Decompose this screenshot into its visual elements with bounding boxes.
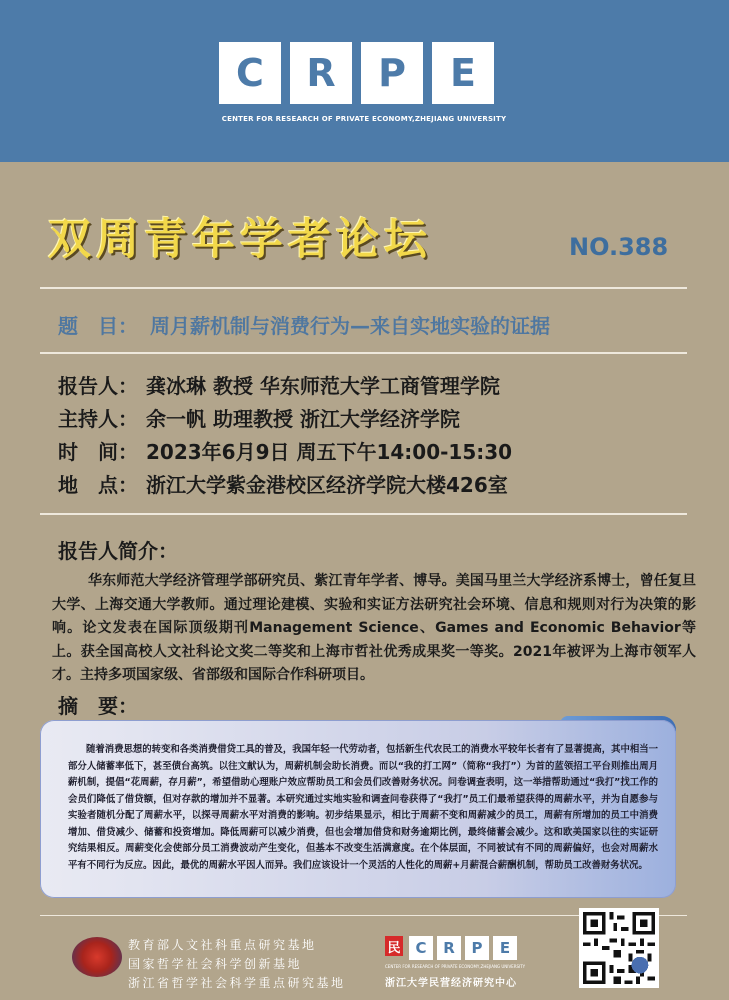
info-time — [58, 436, 512, 465]
info-value: 龚冰琳 教授 华东师范大学工商管理学院 — [146, 374, 500, 398]
issue-number: NO.388 — [569, 233, 669, 261]
info-label: 报告人： — [58, 374, 138, 398]
info-value: 浙江大学紫金港校区经济学院大楼426室 — [146, 473, 508, 497]
header-banner — [0, 0, 729, 162]
talk-topic — [58, 310, 550, 339]
logo-letter: R — [290, 42, 352, 104]
info-value: 2023年6月9日 周五下午14:00-15:30 — [146, 440, 513, 464]
forum-title: 双周青年学者论坛 — [48, 215, 432, 265]
abstract-text: 随着消费思想的转变和各类消费借贷工具的普及，我国年轻一代劳动者，包括新生代农民工的消费水平较年长者有了显著提高，其中相当一部分人储蓄率低下，甚至债台高筑。以往文献认为，周薪机制会助长消费。而以“我的打工网”（简称“我打”）为首的蓝领招工平台则推出周月薪机制，提倡“花周薪，存月薪”，希望借助心理账户效应帮助员工和会员们改善财务状况。问卷调查表明，这一举措帮助通过“我打”找工作的会员们降低了借贷额，但对存款的增加并不显著。本研究通过实地实验和调查问卷获得了“我打”员工们最希望获得的周薪水平，并为自愿参与实验者随机分配了周薪水平，以探寻周薪水平对消费的影响。初步结果显示，相比于周薪不变和周薪减少的员工，周薪有所增加的员工中消费增加、借贷减少、储蓄和投资增加。降低周薪可以减少消费，但也会增加借贷和财务逾期比例，最终储蓄会减少。这和欧美国家以往的实证研究结果相反。周薪变化会使部分员工消费波动产生变化，但基本不改变生活满意度。在个体层面，不同被试有不同的周薪偏好，也会对周薪水平有不同行为反应。因此，最优的周薪水平因人而异。我们应该设计一个灵活的人性化的周薪+月薪混合薪酬机制，帮助员工改善财务状况。 — [68, 744, 658, 871]
crpe-logo — [219, 42, 494, 104]
logo-subtitle: CENTER FOR RESEARCH OF PRIVATE ECONOMY,ZHEJIANG UNIVERSITY — [221, 115, 507, 123]
logo-letter: E — [432, 42, 494, 104]
qr-code-icon[interactable] — [579, 908, 659, 988]
topic-value: 周月薪机制与消费行为—来自实地实验的证据 — [150, 314, 550, 338]
info-label: 主持人： — [58, 407, 138, 431]
logo-chinese-name: 浙江大学民营经济研究中心 — [385, 978, 517, 989]
topic-label: 题 目： — [58, 314, 138, 338]
logo-stamp: 民 — [385, 936, 403, 956]
divider — [40, 352, 687, 354]
logo-letter: P — [465, 936, 489, 960]
logo-letter: C — [219, 42, 281, 104]
abstract-heading: 摘 要： — [58, 694, 138, 718]
logo-letter: E — [493, 936, 517, 960]
divider — [40, 513, 687, 515]
base-line: 教育部人文社科重点研究基地 — [128, 938, 317, 952]
info-location — [58, 469, 508, 498]
bio-heading: 报告人简介： — [58, 539, 178, 563]
info-host — [58, 403, 460, 432]
info-label: 时 间： — [58, 440, 138, 464]
divider — [40, 287, 687, 289]
info-speaker — [58, 370, 500, 399]
logo-letter: C — [409, 936, 433, 960]
logo-letter: R — [437, 936, 461, 960]
logo-letter: P — [361, 42, 423, 104]
base-line: 浙江省哲学社会科学重点研究基地 — [128, 976, 346, 990]
research-bases — [128, 936, 346, 993]
info-value: 余一帆 助理教授 浙江大学经济学院 — [146, 407, 460, 431]
university-seal-icon — [72, 937, 122, 977]
bio-text: 华东师范大学经济管理学部研究员、紫江青年学者、博导。美国马里兰大学经济系博士，曾任复旦大学、上海交通大学教师。通过理论建模、实验和实证方法研究社会环境、信息和规则对行为决策的影响。论文发表在国际顶级期刊Management Science、Games and Economic Behavior等上。获全国高校人文社科论文奖二等奖和上海市哲社优秀成果奖一等奖。2021年被评为上海市领军人才。主持多项国家级、省部级和国际合作科研项目。 — [52, 573, 696, 683]
base-line: 国家哲学社会科学创新基地 — [128, 957, 303, 971]
info-label: 地 点： — [58, 473, 138, 497]
logo-subtitle: CENTER FOR RESEARCH OF PRIVATE ECONOMY,ZHEJIANG UNIVERSITY — [385, 964, 526, 969]
